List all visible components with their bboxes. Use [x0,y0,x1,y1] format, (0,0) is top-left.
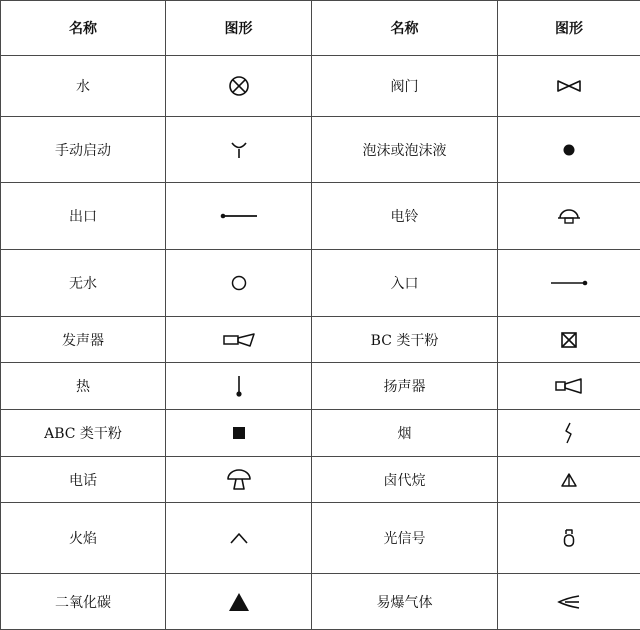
smoke-icon [498,410,640,457]
symbol-name: 入口 [312,250,498,317]
table-row [1,363,640,410]
symbol-name: 二氧化碳 [1,574,166,630]
outlet-line-icon [166,183,312,250]
header-name-right: 名称 [312,1,498,56]
filled-triangle-icon [166,574,312,630]
filled-square-icon [166,410,312,457]
y-shape-icon [166,117,312,183]
symbol-name: ABC 类干粉 [1,410,166,457]
header-name-left: 名称 [1,1,166,56]
telephone-icon [166,457,312,503]
bell-icon [498,183,640,250]
symbol-name: 易爆气体 [312,574,498,630]
header-shape-right: 图形 [498,1,640,56]
table-row [1,117,640,183]
table-row [1,56,640,117]
header-shape-left: 图形 [166,1,312,56]
symbol-name: 手动启动 [1,117,166,183]
boxed-x-icon [498,317,640,363]
table-row [1,457,640,503]
empty-circle-icon [166,250,312,317]
circle-cross-icon [166,56,312,117]
symbol-name: BC 类干粉 [312,317,498,363]
filled-dot-icon [498,117,640,183]
sounder-icon [166,317,312,363]
symbol-name: 泡沫或泡沫液 [312,117,498,183]
symbol-name: 无水 [1,250,166,317]
explosive-gas-icon [498,574,640,630]
table-row [1,317,640,363]
symbol-name: 出口 [1,183,166,250]
symbol-name: 发声器 [1,317,166,363]
inlet-line-icon [498,250,640,317]
symbol-name: 阀门 [312,56,498,117]
heat-icon [166,363,312,410]
symbol-name: 卤代烷 [312,457,498,503]
table-row [1,503,640,574]
symbol-name: 烟 [312,410,498,457]
symbol-name: 电铃 [312,183,498,250]
flame-icon [166,503,312,574]
valve-icon [498,56,640,117]
symbol-name: 扬声器 [312,363,498,410]
loudspeaker-icon [498,363,640,410]
symbol-name: 电话 [1,457,166,503]
symbol-name: 水 [1,56,166,117]
header-row [1,1,640,56]
table-row [1,574,640,630]
symbol-name: 火焰 [1,503,166,574]
symbol-name: 光信号 [312,503,498,574]
table-row [1,250,640,317]
light-signal-icon [498,503,640,574]
table-row [1,410,640,457]
table-row [1,183,640,250]
symbol-name: 热 [1,363,166,410]
halon-icon [498,457,640,503]
